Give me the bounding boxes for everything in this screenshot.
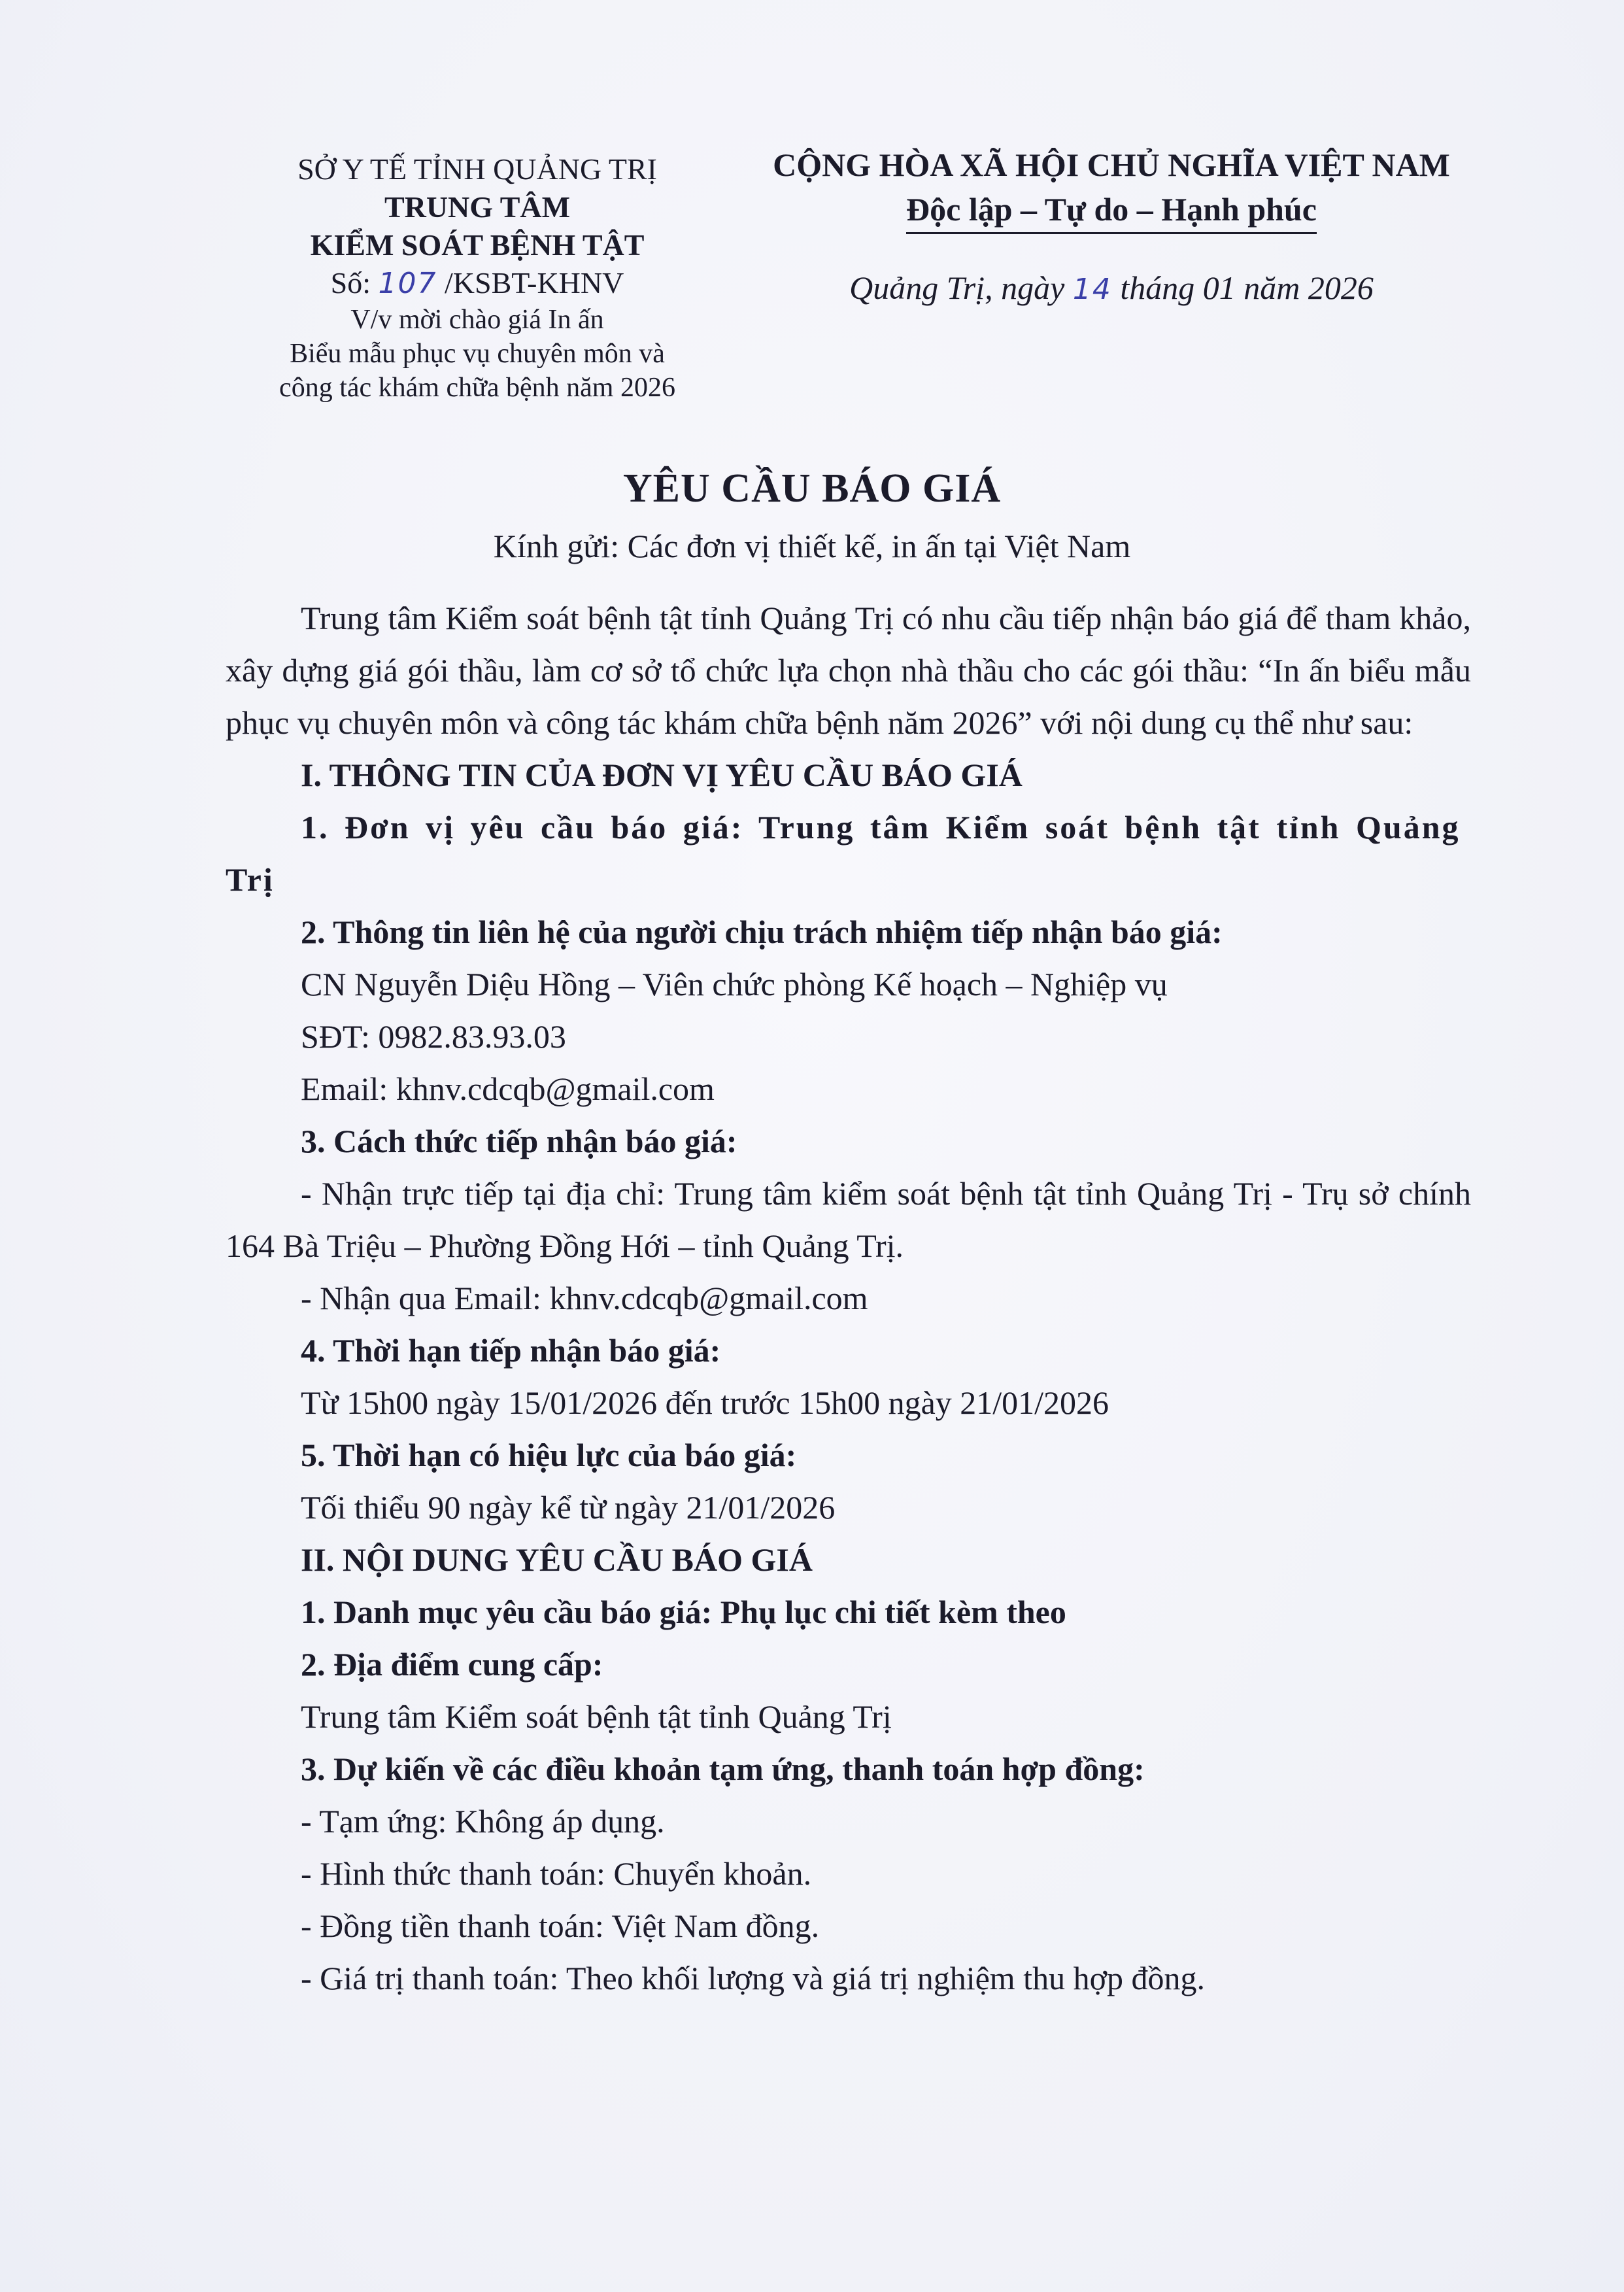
- document-title: YÊU CẦU BÁO GIÁ: [622, 466, 1002, 511]
- delivery-location: Trung tâm Kiểm soát bệnh tật tỉnh Quảng Trị: [301, 1698, 892, 1735]
- number-suffix: /KSBT-KHNV: [437, 266, 624, 299]
- receive-direct: - Nhận trực tiếp tại địa chỉ: Trung tâm kiểm soát bệnh tật tỉnh Quảng Trị - Trụ sở chính 164 Bà Triệu – Phường Đồng Hới – tỉnh Quảng Trị.: [226, 1175, 1471, 1264]
- receive-email: - Nhận qua Email: khnv.cdcqb@gmail.com: [301, 1280, 868, 1316]
- item-1-1: 1. Đơn vị yêu cầu báo giá: Trung tâm Kiểm soát bệnh tật tỉnh Quảng Trị: [226, 809, 1461, 898]
- contact-person: CN Nguyễn Diệu Hồng – Viên chức phòng Kế hoạch – Nghiệp vụ: [301, 966, 1168, 1002]
- item-2-2-heading: 2. Địa điểm cung cấp:: [301, 1646, 603, 1683]
- issuing-agency-block: [216, 150, 739, 405]
- validity-period: Tối thiểu 90 ngày kể từ ngày 21/01/2026: [301, 1489, 836, 1526]
- subject-line-2: Biểu mẫu phục vụ chuyên môn và: [290, 339, 665, 369]
- payment-value: - Giá trị thanh toán: Theo khối lượng và giá trị nghiệm thu hợp đồng.: [301, 1960, 1206, 1996]
- item-1-4-heading: 4. Thời hạn tiếp nhận báo giá:: [301, 1332, 721, 1369]
- contact-email: Email: khnv.cdcqb@gmail.com: [301, 1070, 715, 1107]
- motto-underline: [906, 232, 1317, 234]
- item-1-2-heading: 2. Thông tin liên hệ của người chịu trách nhiệm tiếp nhận báo giá:: [301, 914, 1223, 950]
- addressee-line: Kính gửi: Các đơn vị thiết kế, in ấn tại Việt Nam: [493, 528, 1131, 564]
- item-2-3-heading: 3. Dự kiến về các điều khoản tạm ứng, thanh toán hợp đồng:: [301, 1751, 1145, 1787]
- national-motto: Độc lập – Tự do – Hạnh phúc: [906, 187, 1317, 231]
- payment-method: - Hình thức thanh toán: Chuyển khoản.: [301, 1855, 812, 1892]
- contact-phone: SĐT: 0982.83.93.03: [301, 1018, 566, 1055]
- advance-payment: - Tạm ứng: Không áp dụng.: [301, 1803, 665, 1839]
- item-1-3-heading: 3. Cách thức tiếp nhận báo giá:: [301, 1123, 737, 1159]
- receive-period: Từ 15h00 ngày 15/01/2026 đến trước 15h00 ngày 21/01/2026: [301, 1384, 1109, 1421]
- payment-currency: - Đồng tiền thanh toán: Việt Nam đồng.: [301, 1907, 820, 1944]
- national-header-block: [726, 143, 1497, 312]
- subject-line-1: V/v mời chào giá In ấn: [350, 305, 604, 335]
- item-2-1: 1. Danh mục yêu cầu báo giá: Phụ lục chi tiết kèm theo: [301, 1594, 1066, 1630]
- handwritten-day: 14: [1072, 273, 1112, 306]
- section-2-heading: II. NỘI DUNG YÊU CẦU BÁO GIÁ: [301, 1541, 813, 1578]
- document-date: Quảng Trị, ngày 14 tháng 01 năm 2026: [849, 269, 1374, 306]
- handwritten-number: 107: [378, 267, 437, 300]
- document-body: [226, 592, 1471, 2004]
- number-prefix: Số:: [330, 266, 379, 299]
- document-number: [216, 264, 739, 303]
- subject-line-3: công tác khám chữa bệnh năm 2026: [279, 373, 675, 403]
- section-1-heading: I. THÔNG TIN CỦA ĐƠN VỊ YÊU CẦU BÁO GIÁ: [301, 757, 1023, 793]
- parent-agency: SỞ Y TẾ TỈNH QUẢNG TRỊ: [297, 152, 657, 186]
- agency-name-line-2: KIỂM SOÁT BỆNH TẬT: [310, 228, 645, 262]
- national-title: CỘNG HÒA XÃ HỘI CHỦ NGHĨA VIỆT NAM: [773, 146, 1450, 183]
- agency-name-line-1: TRUNG TÂM: [384, 190, 571, 224]
- intro-paragraph: Trung tâm Kiểm soát bệnh tật tỉnh Quảng Trị có nhu cầu tiếp nhận báo giá để tham khảo, xây dựng giá gói thầu, làm cơ sở tổ chức lựa chọn nhà thầu cho các gói thầu: “In ấn biểu mẫu phục vụ chuyên môn và công tác khám chữa bệnh năm 2026” với nội dung cụ thể như sau:: [226, 600, 1471, 741]
- item-1-5-heading: 5. Thời hạn có hiệu lực của báo giá:: [301, 1437, 797, 1473]
